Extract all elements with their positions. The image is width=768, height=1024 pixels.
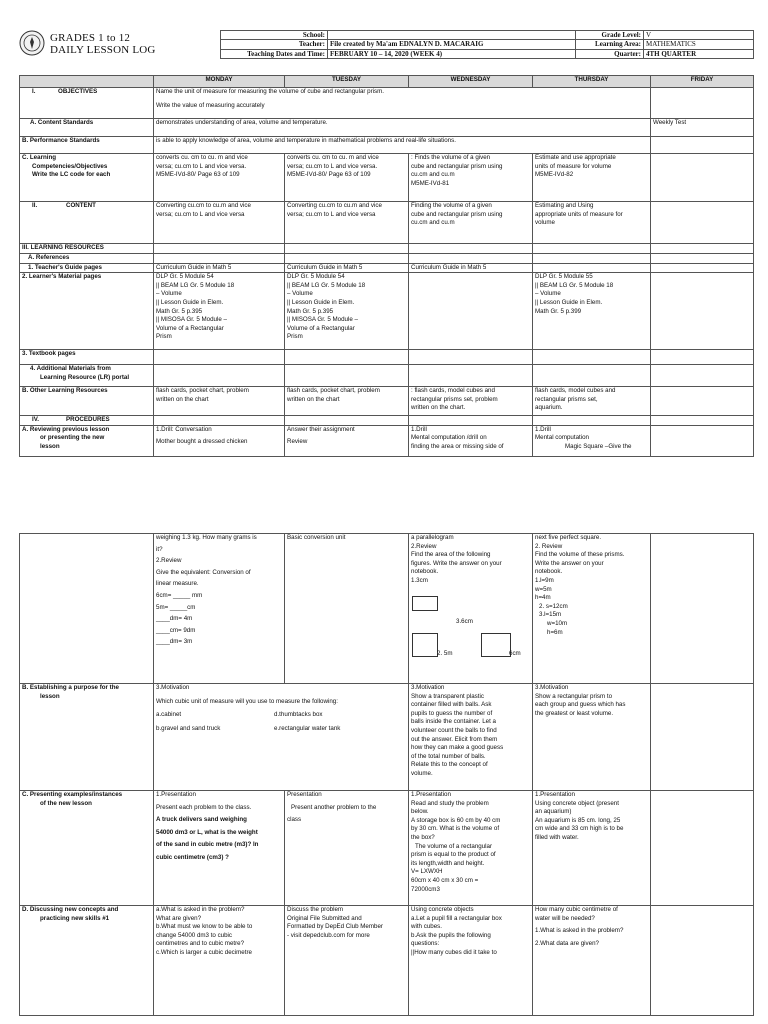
row-establishing-purpose bbox=[20, 684, 754, 791]
objectives-text: Name the unit of measure for measuring the volume of cube and rectangular prism. Write the value of measuring accurately bbox=[154, 88, 651, 119]
discussing-concepts-thu: How many cubic centimetre of water will be needed? 1.What is asked in the problem? 2.What data are given? bbox=[533, 906, 651, 1016]
day-wednesday: WEDNESDAY bbox=[409, 76, 533, 88]
content-standards-text: demonstrates understanding of area, volume and temperature. bbox=[154, 119, 651, 137]
area-value: MATHEMATICS bbox=[644, 40, 754, 49]
dates-label: Teaching Dates and Time: bbox=[221, 49, 328, 58]
row-presenting-examples bbox=[20, 791, 754, 906]
discussing-concepts-mon: a.What is asked in the problem? What are given? b.What must we know to be able to change 54000 dm3 to cubic centimetres and to cubic metre? c.Which is larger a cubic decimetre bbox=[154, 906, 285, 1016]
establishing-purpose-mon: 3.Motivation Which cubic unit of measure will you use to measure the following: a.cabinet d.thumbtacks box b.gravel and sand truck e.rectangular water tank bbox=[154, 684, 409, 791]
teachers-guide-wed: Curriculum Guide in Math 5 bbox=[409, 263, 533, 273]
dll-title bbox=[50, 32, 156, 56]
content-label: II. CONTENT bbox=[20, 202, 154, 244]
reviewing-thu-continued: next five perfect square. 2. Review Find the volume of these prisms. Write the answer on your notebook. 1.l=9m w=5m h=4m 2. s=12cm 3.l=15m w=10m h=6m bbox=[533, 534, 651, 684]
row-discussing-concepts bbox=[20, 906, 754, 1016]
row-other-resources bbox=[20, 387, 754, 416]
school-label: School: bbox=[221, 31, 328, 40]
establishing-purpose-wed: 3.Motivation Show a transparent plastic container filled with balls. Ask pupils to guess the number of balls inside the container. Let a volunteer count the balls to find out the answer. Elicit from them how they can make a good guess of the total number of balls. Relate this to the concept of volume. bbox=[409, 684, 533, 791]
row-reviewing-lesson bbox=[20, 425, 754, 456]
learners-material-thu: DLP Gr. 5 Module 55 || BEAM LG Gr. 5 Module 18 – Volume || Lesson Guide in Elem. Math Gr. 5 p.399 bbox=[533, 273, 651, 350]
learners-material-tue: DLP Gr. 5 Module 54 || BEAM LG Gr. 5 Module 18 – Volume || Lesson Guide in Elem. Math Gr. 5 p.395 || MISOSA Gr. 5 Module – Volume of a Rectangular Prism bbox=[285, 273, 409, 350]
reviewing-wed-continued: a parallelogram 2.Review Find the area of the following figures. Write the answer on your notebook. 1.3cm 3.6cm 2. 5m 6cm bbox=[409, 534, 533, 684]
dates-value: FEBRUARY 10 – 14, 2020 (WEEK 4) bbox=[328, 49, 576, 58]
day-thursday: THURSDAY bbox=[533, 76, 651, 88]
learning-resources-label: III. LEARNING RESOURCES bbox=[20, 244, 154, 254]
content-wed: Finding the volume of a given cube and rectangular prism using cu.cm and cu.m bbox=[409, 202, 533, 244]
square-figure bbox=[412, 596, 438, 611]
learners-material-label: 2. Learner's Material pages bbox=[20, 273, 154, 350]
rectangle-figure-1 bbox=[412, 633, 438, 657]
title-line2: DAILY LESSON LOG bbox=[50, 44, 156, 56]
reviewing-mon: 1.Drill: Conversation Mother bought a dressed chicken bbox=[154, 425, 285, 456]
other-resources-label: B. Other Learning Resources bbox=[20, 387, 154, 416]
presenting-examples-tue: Presentation Present another problem to the class bbox=[285, 791, 409, 906]
presenting-examples-wed: 1.Presentation Read and study the problem below. A storage box is 60 cm by 40 cm by 30 cm. What is the volume of the box? The volume of a rectangular prism is equal to the product of its length,width and height. V= LXWXH 60cm x 40 cm x 30 cm = 72000cm3 bbox=[409, 791, 533, 906]
row-procedures bbox=[20, 416, 754, 426]
day-monday: MONDAY bbox=[154, 76, 285, 88]
other-resources-thu: flash cards, model cubes and rectangular prisms set, aquarium. bbox=[533, 387, 651, 416]
establishing-purpose-thu: 3.Motivation Show a rectangular prism to each group and guess which has the greatest or least volume. bbox=[533, 684, 651, 791]
teachers-guide-tue: Curriculum Guide in Math 5 bbox=[285, 263, 409, 273]
row-objectives bbox=[20, 88, 754, 119]
row-references bbox=[20, 254, 754, 264]
quarter-value: 4TH QUARTER bbox=[644, 49, 754, 58]
row-content bbox=[20, 202, 754, 244]
references-label: A. References bbox=[20, 254, 154, 264]
content-tue: Converting cu.cm to cu.m and vice versa; cu.cm to L and vice versa bbox=[285, 202, 409, 244]
reviewing-wed: 1.Drill Mental computation /drill on finding the area or missing side of bbox=[409, 425, 533, 456]
row-additional-materials bbox=[20, 365, 754, 387]
row-reviewing-continued bbox=[20, 534, 754, 684]
discussing-concepts-label: D. Discussing new concepts and practicing new skills #1 bbox=[20, 906, 154, 1016]
reviewing-tue: Answer their assignment Review bbox=[285, 425, 409, 456]
discussing-concepts-wed: Using concrete objects a.Let a pupil fill a rectangular box with cubes. b.Ask the pupils the following questions: ||How many cubes did it take to bbox=[409, 906, 533, 1016]
row-learning-resources bbox=[20, 244, 754, 254]
procedures-label: IV. PROCEDURES bbox=[20, 416, 154, 426]
deped-logo bbox=[19, 30, 45, 56]
objectives-label: I. OBJECTIVES bbox=[20, 88, 154, 119]
corner-cell bbox=[20, 76, 154, 88]
teacher-value: File created by Ma'am EDNALYN D. MACARAIG bbox=[328, 40, 576, 49]
day-friday: FRIDAY bbox=[651, 76, 754, 88]
reviewing-mon-continued: weighing 1.3 kg. How many grams is it? 2.Review Give the equivalent: Conversion of linear measure. 6cm= _____ mm 5m= _____cm ____dm= 4m ____cm= 9dm ____dm= 3m bbox=[154, 534, 285, 684]
textbook-label: 3. Textbook pages bbox=[20, 350, 154, 365]
reviewing-thu: 1.Drill Mental computation Magic Square –Give the bbox=[533, 425, 651, 456]
competencies-wed: : Finds the volume of a given cube and rectangular prism using cu.cm and cu.m M5ME-IVd-81 bbox=[409, 154, 533, 202]
header-info-table bbox=[220, 30, 754, 59]
figure-label-25m: 2. 5m bbox=[437, 650, 453, 657]
competencies-mon: converts cu. cm to cu. m and vice versa; cu.cm to L and vice versa. M5ME-IVd-80/ Page 63 of 109 bbox=[154, 154, 285, 202]
teacher-label: Teacher: bbox=[221, 40, 328, 49]
row-competencies bbox=[20, 154, 754, 202]
performance-standards-label: B. Performance Standards bbox=[20, 137, 154, 154]
figure-label-36cm: 3.6cm bbox=[456, 618, 473, 625]
learners-material-mon: DLP Gr. 5 Module 54 || BEAM LG Gr. 5 Module 18 – Volume || Lesson Guide in Elem. Math Gr. 5 p.395 || MISOSA Gr. 5 Module – Volume of a Rectangular Prism bbox=[154, 273, 285, 350]
presenting-examples-label: C. Presenting examples/instances of the new lesson bbox=[20, 791, 154, 906]
rectangle-figure-2 bbox=[481, 633, 511, 657]
lesson-log-table-page1 bbox=[19, 75, 754, 457]
row-performance-standards bbox=[20, 137, 754, 154]
row-textbook bbox=[20, 350, 754, 365]
performance-standards-text: is able to apply knowledge of area, volume and temperature in mathematical problems and real-life situations. bbox=[154, 137, 651, 154]
content-mon: Converting cu.cm to cu.m and vice versa; cu.cm to L and vice versa bbox=[154, 202, 285, 244]
discussing-concepts-tue: Discuss the problem Original File Submitted and Formatted by DepEd Club Member - visit depedclub.com for more bbox=[285, 906, 409, 1016]
other-resources-mon: flash cards, pocket chart, problem written on the chart bbox=[154, 387, 285, 416]
presenting-examples-thu: 1.Presentation Using concrete object (present an aquarium) An aquarium is 85 cm. long, 25 cm wide and 33 cm high is to be filled with water. bbox=[533, 791, 651, 906]
reviewing-lesson-label: A. Reviewing previous lesson or presenting the new lesson bbox=[20, 425, 154, 456]
competencies-label: C. Learning Competencies/Objectives Write the LC code for each bbox=[20, 154, 154, 202]
other-resources-tue: flash cards, pocket chart, problem written on the chart bbox=[285, 387, 409, 416]
establishing-purpose-label: B. Establishing a purpose for the lesson bbox=[20, 684, 154, 791]
additional-materials-label: 4. Additional Materials from Learning Resource (LR) portal bbox=[20, 365, 154, 387]
reviewing-tue-continued: Basic conversion unit bbox=[285, 534, 409, 684]
row-learners-material bbox=[20, 273, 754, 350]
presenting-examples-mon: 1.Presentation Present each problem to the class. A truck delivers sand weighing 54000 dm3 or L, what is the weight of the sand in cubic metre (m3)? In cubic centimetre (cm3) ? bbox=[154, 791, 285, 906]
lesson-log-table-page2 bbox=[19, 533, 754, 1016]
row-content-standards bbox=[20, 119, 754, 137]
other-resources-wed: : flash cards, model cubes and rectangular prisms set, problem written on the chart. bbox=[409, 387, 533, 416]
teachers-guide-mon: Curriculum Guide in Math 5 bbox=[154, 263, 285, 273]
day-tuesday: TUESDAY bbox=[285, 76, 409, 88]
quarter-label: Quarter: bbox=[576, 49, 644, 58]
grade-value: V bbox=[644, 31, 754, 40]
competencies-thu: Estimate and use appropriate units of measure for volume M5ME-IVd-82 bbox=[533, 154, 651, 202]
title-line1: GRADES 1 to 12 bbox=[50, 32, 131, 44]
content-thu: Estimating and Using appropriate units of measure for volume bbox=[533, 202, 651, 244]
competencies-tue: converts cu. cm to cu. m and vice versa; cu.cm to L and vice versa. M5ME-IVd-80/ Page 63 of 109 bbox=[285, 154, 409, 202]
figure-label-6cm: 6cm bbox=[509, 650, 521, 657]
grade-label: Grade Level: bbox=[576, 31, 644, 40]
teachers-guide-label: 1. Teacher's Guide pages bbox=[20, 263, 154, 273]
area-label: Learning Area: bbox=[576, 40, 644, 49]
content-standards-label: A. Content Standards bbox=[20, 119, 154, 137]
row-teachers-guide bbox=[20, 263, 754, 273]
school-value bbox=[328, 31, 576, 40]
weekly-test: Weekly Test bbox=[651, 119, 754, 137]
